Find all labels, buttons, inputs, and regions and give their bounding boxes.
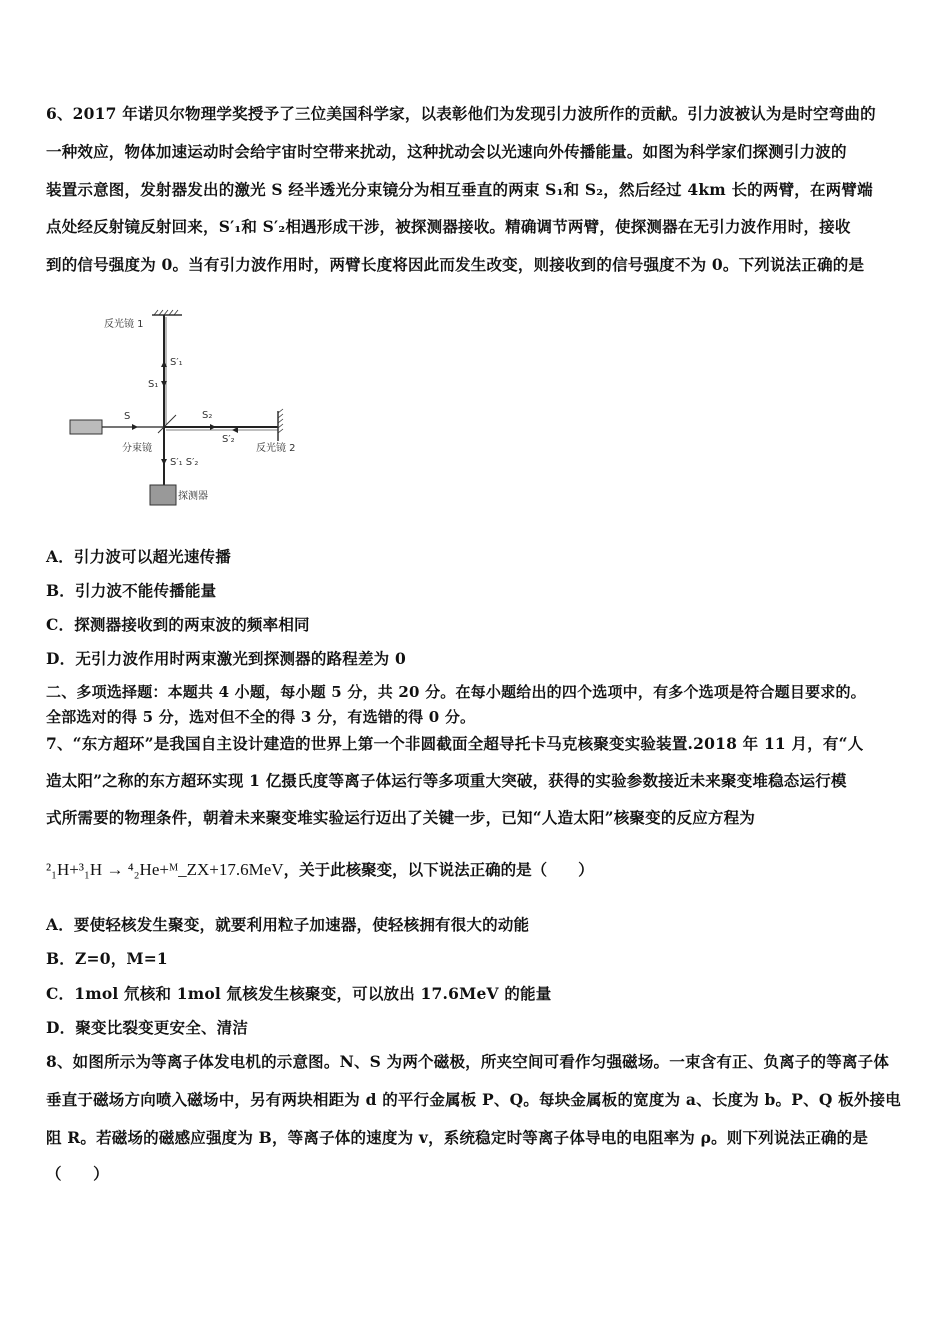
q8-line-3: 阻 R。若磁场的磁感应强度为 B，等离子体的速度为 v，系统稳定时等离子体导电的电阻率为 ρ。则下列说法正确的是 (46, 1128, 869, 1147)
q6-line-2: 一种效应，物体加速运动时会给宇宙时空带来扰动，这种扰动会以光速向外传播能量。如图为科学家们探测引力波的 (46, 142, 847, 161)
label-s: S (124, 411, 131, 422)
q6-line-5: 到的信号强度为 0。当有引力波作用时，两臂长度将因此而发生改变，则接收到的信号强度不为 0。下列说法正确的是 (46, 255, 865, 274)
q6-option-b: B．引力波不能传播能量 (46, 581, 217, 600)
q7-option-a: A．要使轻核发生聚变，就要利用粒子加速器，使轻核拥有很大的动能 (46, 915, 530, 934)
q6-line-1: 6、2017 年诺贝尔物理学奖授予了三位美国科学家，以表彰他们为发现引力波所作的贡献。引力波被认为是时空弯曲的 (46, 104, 876, 123)
q6-option-a: A．引力波可以超光速传播 (46, 547, 231, 566)
q7-equation-tail: ，关于此核聚变，以下说法正确的是（ ） (283, 860, 594, 879)
q6-option-c: C．探测器接收到的两束波的频率相同 (46, 615, 310, 634)
q8-line-2: 垂直于磁场方向喷入磁场中，另有两块相距为 d 的平行金属板 P、Q。每块金属板的宽度为 a、长度为 b。P、Q 板外接电 (46, 1090, 901, 1109)
label-s1p: S′₁ (170, 357, 183, 368)
q6-line-4: 点处经反射镜反射回来，S′₁和 S′₂相遇形成干涉，被探测器接收。精确调节两臂，使探测器在无引力波作用时，接收 (46, 217, 851, 236)
q7-option-c: C．1mol 氘核和 1mol 氚核发生核聚变，可以放出 17.6MeV 的能量 (46, 984, 552, 1003)
laser-source (70, 420, 102, 434)
section2-line-2: 全部选对的得 5 分，选对但不全的得 3 分，有选错的得 0 分。 (46, 708, 476, 726)
q7-option-d: D．聚变比裂变更安全、清洁 (46, 1018, 249, 1037)
q6-option-d: D．无引力波作用时两束激光到探测器的路程差为 0 (46, 649, 406, 668)
detector-shape (150, 485, 176, 505)
mirror1-label: 反光镜 1 (104, 319, 144, 330)
q7-equation-row (46, 858, 594, 880)
q7-option-b: B．Z=0，M=1 (46, 949, 168, 968)
splitter-label: 分束镜 (122, 443, 152, 454)
q7-line-2: 造太阳”之称的东方超环实现 1 亿摄氏度等离子体运行等多项重大突破，获得的实验参数接近未来聚变堆稳态运行模 (46, 771, 847, 790)
label-s1: S₁ (148, 379, 159, 390)
section2-line-1: 二、多项选择题：本题共 4 小题，每小题 5 分，共 20 分。在每小题给出的四个选项中，有多个选项是符合题目要求的。 (46, 683, 866, 701)
q6-line-3: 装置示意图，发射器发出的激光 S 经半透光分束镜分为相互垂直的两束 S₁和 S₂，然后经过 4km 长的两臂，在两臂端 (46, 180, 873, 199)
q7-equation: ²₁H+³₁H → ⁴₂He+ᴹ_ZX+17.6MeV (46, 860, 284, 879)
q7-line-3: 式所需要的物理条件，朝着未来聚变堆实验运行迈出了关键一步，已知“人造太阳”核聚变的反应方程为 (46, 808, 756, 827)
label-s12p: S′₁ S′₂ (170, 457, 199, 468)
q7-line-1: 7、“东方超环”是我国自主设计建造的世界上第一个非圆截面全超导托卡马克核聚变实验装置.2018 年 11 月，有“人 (46, 734, 864, 753)
q8-line-1: 8、如图所示为等离子体发电机的示意图。N、S 为两个磁极，所夹空间可看作匀强磁场。一束含有正、负离子的等离子体 (46, 1052, 890, 1071)
label-s2: S₂ (202, 410, 213, 421)
label-s2p: S′₂ (222, 434, 235, 445)
detector-label: 探测器 (178, 491, 208, 502)
q8-line-4: （ ） (46, 1164, 109, 1183)
interferometer-diagram (66, 305, 326, 515)
mirror2-label: 反光镜 2 (256, 443, 296, 454)
